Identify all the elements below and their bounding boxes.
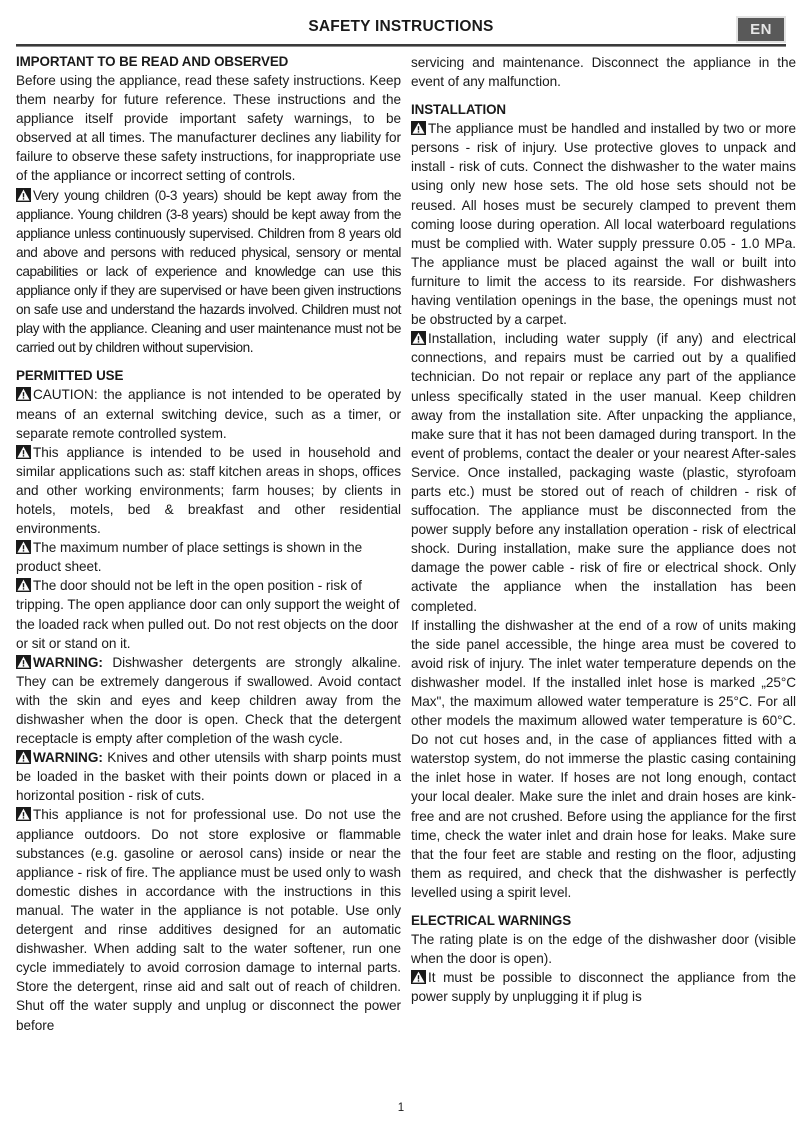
warning-triangle-icon xyxy=(411,331,426,345)
right-column xyxy=(411,53,796,1099)
language-badge-label: EN xyxy=(750,21,772,38)
warning-triangle-icon xyxy=(16,387,31,401)
paragraph-household-applications xyxy=(16,443,401,538)
left-column xyxy=(16,53,401,1099)
heading-important-to-be-read: IMPORTANT TO BE READ AND OBSERVED xyxy=(16,54,289,69)
warning-triangle-icon xyxy=(411,121,426,135)
paragraph-text: Very young children (0-3 years) should be kept away from the appliance. Young children (3-8 years) should be kept away from the appliance unless continuously supervised. Children from 8 years old and above and persons with reduced physical, sensory or mental capabilities or lack of experience and knowledge can use this appliance only if they are supervised or have been given instructions on safe use and understand the hazards involved. Children must not play with the appliance. Cleaning and user maintenance must not be carried out by children without supervision. xyxy=(16,187,401,356)
warning-triangle-icon xyxy=(16,807,31,821)
paragraph-text: The maximum number of place settings is shown in the product sheet. xyxy=(16,540,363,575)
warning-triangle-icon xyxy=(16,445,31,459)
warning-triangle-icon xyxy=(16,750,31,764)
page-footer xyxy=(0,1102,802,1114)
page-title: SAFETY INSTRUCTIONS xyxy=(308,18,494,35)
paragraph-warning-detergents xyxy=(16,653,401,748)
heading-installation: INSTALLATION xyxy=(411,102,506,118)
paragraph-text: Dishwasher detergents are strongly alkaline. They can be extremely dangerous if swallowed. Avoid contact with the skin and eyes and keep children away from the dishwasher when the door is open. Check that the detergent receptacle is empty after completion of the wash cycle. xyxy=(16,654,401,747)
paragraph-text: It must be possible to disconnect the appliance from the power supply by unplugging it if plug is xyxy=(411,970,796,1005)
two-column-body xyxy=(16,53,796,1099)
paragraph-disconnect-power-supply xyxy=(411,968,796,1006)
warning-label: WARNING: xyxy=(33,654,103,670)
page-header xyxy=(16,0,786,44)
paragraph-servicing-maintenance: servicing and maintenance. Disconnect the appliance in the event of any malfunction. xyxy=(411,55,796,90)
paragraph-caution-external-switching xyxy=(16,385,401,442)
paragraph-door-open-position xyxy=(16,576,401,652)
paragraph-installation-qualified-technician xyxy=(411,329,796,615)
warning-triangle-icon xyxy=(16,578,31,592)
heading-permitted-use: PERMITTED USE xyxy=(16,368,124,384)
paragraph-text: The door should not be left in the open position - risk of tripping. The open appliance door can only support the weight of the loaded rack when pulled out. Do not rest objects on the door or sit or stand on it. xyxy=(16,578,400,651)
paragraph-end-of-row-installation: If installing the dishwasher at the end of a row of units making the side panel accessible, the hinge area must be covered to avoid risk of injury. The inlet water temperature depends on the dishwasher model. If the installed inlet hose is marked „25°C Max", the maximum allowed water temperature is 25°C. For all other models the maximum allowed water temperature is 60°C. Do not cut hoses and, in the case of appliances fitted with a waterstop system, do not immerse the plastic casing containing the inlet hose in water. If hoses are not long enough, contact your local dealer. Make sure the inlet and drain hoses are kink-free and are not crushed. Before using the appliance for the first time, check the water inlet and drain hose for leaks. Make sure that the four feet are stable and resting on the floor, adjusting them as required, and check that the dishwasher is perfectly levelled using a spirit level. xyxy=(411,617,796,900)
warning-triangle-icon xyxy=(16,540,31,554)
paragraph-not-professional-use xyxy=(16,805,401,1034)
language-badge xyxy=(736,16,786,43)
paragraph-text: Knives and other utensils with sharp points must be loaded in the basket with their points down or placed in a horizontal position - risk of cuts. xyxy=(16,750,401,804)
paragraph-rating-plate: The rating plate is on the edge of the dishwasher door (visible when the door is open). xyxy=(411,932,796,967)
paragraph-very-young-children xyxy=(16,186,401,358)
paragraph-text: CAUTION: the appliance is not intended to be operated by means of an external switching device, such as a timer, or separate remote controlled system. xyxy=(16,387,401,441)
warning-triangle-icon xyxy=(16,655,31,669)
paragraph-place-settings xyxy=(16,538,401,576)
paragraph-warning-knives xyxy=(16,748,401,805)
page-number: 1 xyxy=(397,1102,405,1114)
paragraph-text: This appliance is intended to be used in household and similar applications such as: staff kitchen areas in shops, offices and other working environments; farm houses; by clients in hotels, motels, bed & breakfast and other residential environments. xyxy=(16,444,401,537)
warning-triangle-icon xyxy=(16,188,31,202)
paragraph-text: Installation, including water supply (if any) and electrical connections, and repairs must be carried out by a qualified technician. Do not repair or replace any part of the appliance unless specifically stated in the user manual. Keep children away from the installation site. After unpacking the appliance, make sure that it has not been damaged during transport. In the event of problems, contact the dealer or your nearest After-sales Service. Once installed, packaging waste (plastic, styrofoam parts etc.) must be stored out of reach of children - risk of suffocation. The appliance must be disconnected from the power supply before any installation operation - risk of electrical shock. During installation, make sure the appliance does not damage the power cable - risk of fire or electrical shock. Only activate the appliance when the installation has been completed. xyxy=(411,331,796,614)
paragraph-text: This appliance is not for professional use. Do not use the appliance outdoors. Do not store explosive or flammable substances (e.g. gasoline or aerosol cans) inside or near the appliance - risk of fire. The appliance must be used only to wash domestic dishes in accordance with the instructions in this manual. The water in the appliance is not potable. Use only detergent and rinse additives designed for an automatic dishwasher. When adding salt to the water softener, run one cycle immediately to avoid corrosion damage to internal parts. Store the detergent, rinse aid and salt out of reach of children. Shut off the water supply and unplug or disconnect the power before xyxy=(16,807,401,1033)
paragraph-text: The appliance must be handled and installed by two or more persons - risk of injury. Use protective gloves to unpack and install - risk of cuts. Connect the dishwasher to the water mains using only new hose sets. The old hose sets should not be reused. All hoses must be securely clamped to prevent them coming loose during operation. All local waterboard regulations must be complied with. Water supply pressure 0.05 - 1.0 MPa. The appliance must be placed against the wall or built into furniture to limit the access to its rearside. For dishwashers having ventilation openings in the base, the openings must not be obstructed by a carpet. xyxy=(411,121,796,328)
paragraph-appliance-handling xyxy=(411,119,796,329)
header-divider xyxy=(16,44,786,47)
paragraph-before-using: Before using the appliance, read these safety instructions. Keep them nearby for future reference. These instructions and the appliance itself provide important safety warnings, to be observed at all times. The manufacturer declines any liability for failure to observe these safety instructions, for inappropriate use of the appliance or incorrect setting of controls. xyxy=(16,73,401,184)
warning-label: WARNING: xyxy=(33,750,103,766)
warning-triangle-icon xyxy=(411,970,426,984)
heading-electrical-warnings: ELECTRICAL WARNINGS xyxy=(411,913,572,929)
